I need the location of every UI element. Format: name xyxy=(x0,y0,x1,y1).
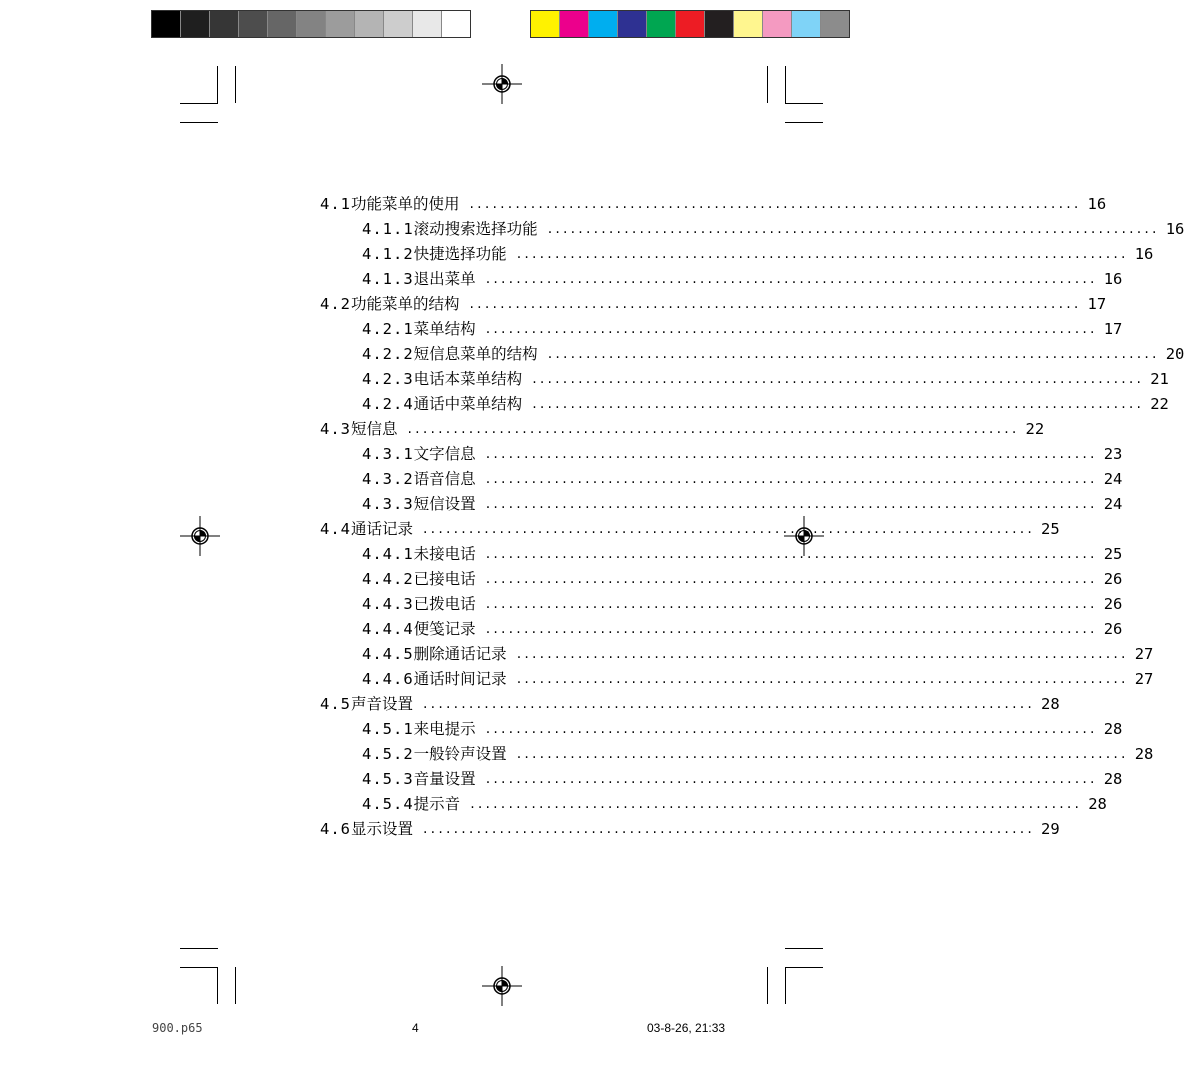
toc-entry-number: 4.4 xyxy=(320,520,351,538)
color-swatch xyxy=(560,11,589,37)
toc-entry-title: 语音信息 xyxy=(413,470,476,488)
crop-mark xyxy=(785,967,786,1004)
toc-leader-dots: ................................................................................ xyxy=(516,246,1129,262)
toc-entry-page: 28 xyxy=(1103,720,1123,738)
toc-entry-title: 通话记录 xyxy=(351,520,414,538)
toc-entry-page: 25 xyxy=(1103,545,1123,563)
toc-entry xyxy=(320,542,1123,567)
toc-entry-number: 4.4.5 xyxy=(362,645,414,663)
color-swatch xyxy=(413,11,442,37)
toc-leader-dots: ................................................................................ xyxy=(516,646,1129,662)
toc-entry-page: 22 xyxy=(1025,420,1045,438)
toc-entry xyxy=(320,292,1107,317)
toc-entry-title: 提示音 xyxy=(413,795,461,813)
toc-entry-title: 短信息 xyxy=(351,420,398,438)
crop-mark xyxy=(235,967,236,1004)
color-swatch xyxy=(531,11,560,37)
toc-entry-title: 已拨电话 xyxy=(413,595,476,613)
toc-entry-title: 退出菜单 xyxy=(413,270,476,288)
toc-entry-number: 4.4.1 xyxy=(362,545,414,563)
toc-entry-title: 未接电话 xyxy=(413,545,476,563)
footer-page-number: 4 xyxy=(412,1021,419,1035)
toc-entry xyxy=(320,367,1169,392)
toc-entry-page: 17 xyxy=(1087,295,1107,313)
toc-leader-dots: ................................................................................ xyxy=(485,271,1098,287)
toc-entry-number: 4.2.2 xyxy=(362,345,414,363)
toc-entry-title: 来电提示 xyxy=(413,720,476,738)
toc-entry-number: 4.5.3 xyxy=(362,770,414,788)
toc-entry xyxy=(320,267,1123,292)
toc-entry xyxy=(320,517,1060,542)
toc-entry xyxy=(320,792,1107,817)
toc-entry-title: 删除通话记录 xyxy=(413,645,507,663)
toc-entry xyxy=(320,417,1045,442)
toc-entry-page: 24 xyxy=(1103,495,1123,513)
toc-entry-title: 已接电话 xyxy=(413,570,476,588)
crop-mark xyxy=(180,948,218,949)
toc-entry-page: 16 xyxy=(1087,195,1107,213)
toc-leader-dots: ................................................................................ xyxy=(516,746,1129,762)
crop-mark xyxy=(785,122,823,123)
toc-entry-number: 4.1.3 xyxy=(362,270,414,288)
toc-leader-dots: ................................................................................ xyxy=(485,596,1098,612)
crop-mark xyxy=(180,122,218,123)
toc-entry xyxy=(320,192,1107,217)
toc-entry xyxy=(320,642,1154,667)
crop-mark xyxy=(180,103,218,104)
grayscale-calibration-bar xyxy=(151,10,471,38)
toc-entry-page: 16 xyxy=(1134,245,1154,263)
registration-mark-icon xyxy=(482,64,522,104)
toc-entry-number: 4.5 xyxy=(320,695,351,713)
toc-leader-dots: ................................................................................ xyxy=(469,296,1082,312)
toc-entry-page: 28 xyxy=(1088,795,1107,813)
toc-entry-number: 4.5.2 xyxy=(362,745,414,763)
table-of-contents xyxy=(320,192,1184,842)
toc-leader-dots: ................................................................................ xyxy=(547,346,1160,362)
toc-entry-title: 声音设置 xyxy=(351,695,414,713)
toc-entry-number: 4.2.3 xyxy=(362,370,414,388)
toc-entry xyxy=(320,317,1123,342)
toc-leader-dots: ................................................................................ xyxy=(485,621,1098,637)
toc-entry-number: 4.3.2 xyxy=(362,470,414,488)
toc-leader-dots: ................................................................................ xyxy=(407,421,1020,437)
color-swatch xyxy=(618,11,647,37)
toc-entry-number: 4.4.3 xyxy=(362,595,414,613)
color-swatch xyxy=(181,11,210,37)
toc-entry-page: 26 xyxy=(1103,570,1123,588)
toc-entry-page: 22 xyxy=(1150,395,1169,413)
color-swatch xyxy=(210,11,239,37)
color-swatch xyxy=(384,11,413,37)
toc-entry-title: 功能菜单的结构 xyxy=(351,295,460,313)
toc-leader-dots: ................................................................................ xyxy=(485,321,1098,337)
toc-entry-page: 27 xyxy=(1134,670,1154,688)
toc-entry-number: 4.1.2 xyxy=(362,245,414,263)
color-swatch xyxy=(297,11,326,37)
toc-entry xyxy=(320,592,1123,617)
toc-entry-page: 26 xyxy=(1103,595,1123,613)
toc-entry xyxy=(320,692,1060,717)
crop-mark xyxy=(180,967,218,968)
toc-entry xyxy=(320,717,1123,742)
toc-entry-number: 4.3 xyxy=(320,420,351,438)
toc-entry xyxy=(320,742,1154,767)
color-swatch xyxy=(821,11,849,37)
toc-entry-page: 23 xyxy=(1103,445,1123,463)
footer-datetime: 03-8-26, 21:33 xyxy=(647,1021,726,1035)
toc-entry-number: 4.4.6 xyxy=(362,670,414,688)
color-swatch xyxy=(676,11,705,37)
toc-leader-dots: ................................................................................ xyxy=(485,721,1098,737)
toc-entry-title: 文字信息 xyxy=(413,445,476,463)
toc-entry-number: 4.4.4 xyxy=(362,620,414,638)
toc-entry-page: 16 xyxy=(1103,270,1123,288)
toc-entry-title: 通话时间记录 xyxy=(413,670,507,688)
toc-entry-number: 4.4.2 xyxy=(362,570,414,588)
registration-mark-icon xyxy=(180,516,220,556)
toc-entry-number: 4.1.1 xyxy=(362,220,414,238)
color-swatch xyxy=(326,11,355,37)
toc-entry-number: 4.3.1 xyxy=(362,445,414,463)
toc-leader-dots: ................................................................................ xyxy=(485,571,1098,587)
color-swatch xyxy=(589,11,618,37)
color-swatch xyxy=(763,11,792,37)
crop-mark xyxy=(785,967,823,968)
toc-entry-page: 17 xyxy=(1103,320,1123,338)
toc-entry-number: 4.2.4 xyxy=(362,395,414,413)
toc-entry-page: 28 xyxy=(1134,745,1154,763)
toc-entry xyxy=(320,617,1123,642)
registration-mark-icon xyxy=(482,966,522,1006)
crop-mark xyxy=(235,66,236,103)
toc-leader-dots: ................................................................................ xyxy=(532,371,1145,387)
toc-entry-page: 25 xyxy=(1041,520,1060,538)
color-swatch xyxy=(647,11,676,37)
color-swatch xyxy=(268,11,297,37)
toc-entry-number: 4.2.1 xyxy=(362,320,414,338)
toc-leader-dots: ................................................................................ xyxy=(423,696,1036,712)
toc-entry xyxy=(320,217,1184,242)
toc-entry-page: 24 xyxy=(1103,470,1123,488)
color-swatch xyxy=(792,11,821,37)
toc-entry-page: 27 xyxy=(1134,645,1154,663)
color-swatch xyxy=(442,11,470,37)
toc-entry-page: 28 xyxy=(1041,695,1060,713)
toc-entry-number: 4.5.4 xyxy=(362,795,414,813)
toc-entry-title: 便笺记录 xyxy=(413,620,476,638)
process-color-calibration-bar xyxy=(530,10,850,38)
toc-entry-title: 通话中菜单结构 xyxy=(413,395,523,413)
toc-leader-dots: ................................................................................ xyxy=(469,196,1082,212)
toc-entry-page: 16 xyxy=(1165,220,1184,238)
toc-entry-page: 26 xyxy=(1103,620,1123,638)
toc-entry xyxy=(320,392,1169,417)
color-swatch xyxy=(152,11,181,37)
toc-leader-dots: ................................................................................ xyxy=(423,521,1036,537)
crop-mark xyxy=(767,66,768,103)
toc-entry xyxy=(320,567,1123,592)
toc-entry-title: 显示设置 xyxy=(351,820,414,838)
crop-mark xyxy=(785,948,823,949)
toc-entry-title: 电话本菜单结构 xyxy=(413,370,523,388)
color-swatch xyxy=(705,11,734,37)
toc-entry xyxy=(320,667,1154,692)
toc-entry-title: 快捷选择功能 xyxy=(413,245,507,263)
toc-entry-title: 菜单结构 xyxy=(413,320,476,338)
toc-leader-dots: ................................................................................ xyxy=(485,771,1098,787)
toc-entry-title: 音量设置 xyxy=(413,770,476,788)
toc-entry-number: 4.6 xyxy=(320,820,351,838)
toc-entry-number: 4.2 xyxy=(320,295,351,313)
crop-mark xyxy=(785,103,823,104)
toc-entry xyxy=(320,242,1154,267)
toc-leader-dots: ................................................................................ xyxy=(485,496,1098,512)
toc-leader-dots: ................................................................................ xyxy=(547,221,1160,237)
crop-mark xyxy=(785,66,786,103)
toc-entry-page: 29 xyxy=(1041,820,1060,838)
toc-entry-number: 4.1 xyxy=(320,195,351,213)
toc-leader-dots: ................................................................................ xyxy=(485,546,1098,562)
toc-leader-dots: ................................................................................ xyxy=(516,671,1129,687)
toc-entry xyxy=(320,467,1123,492)
crop-mark xyxy=(767,967,768,1004)
color-swatch xyxy=(734,11,763,37)
crop-mark xyxy=(217,967,218,1004)
toc-entry-title: 一般铃声设置 xyxy=(413,745,507,763)
toc-entry-number: 4.5.1 xyxy=(362,720,414,738)
toc-leader-dots: ................................................................................ xyxy=(532,396,1145,412)
toc-entry-title: 滚动搜索选择功能 xyxy=(413,220,538,238)
toc-leader-dots: ................................................................................ xyxy=(470,796,1083,812)
color-swatch xyxy=(355,11,384,37)
toc-entry xyxy=(320,342,1184,367)
color-swatch xyxy=(239,11,268,37)
footer-file-name: 900.p65 xyxy=(152,1021,203,1035)
toc-entry-title: 功能菜单的使用 xyxy=(351,195,460,213)
toc-entry-title: 短信设置 xyxy=(413,495,476,513)
toc-entry xyxy=(320,492,1123,517)
toc-entry xyxy=(320,442,1123,467)
toc-entry xyxy=(320,767,1123,792)
toc-leader-dots: ................................................................................ xyxy=(485,471,1098,487)
toc-leader-dots: ................................................................................ xyxy=(423,821,1036,837)
toc-entry xyxy=(320,817,1060,842)
toc-entry-page: 21 xyxy=(1150,370,1169,388)
toc-entry-title: 短信息菜单的结构 xyxy=(413,345,538,363)
crop-mark xyxy=(217,66,218,103)
toc-leader-dots: ................................................................................ xyxy=(485,446,1098,462)
toc-entry-number: 4.3.3 xyxy=(362,495,414,513)
toc-entry-page: 28 xyxy=(1103,770,1123,788)
toc-entry-page: 20 xyxy=(1165,345,1184,363)
